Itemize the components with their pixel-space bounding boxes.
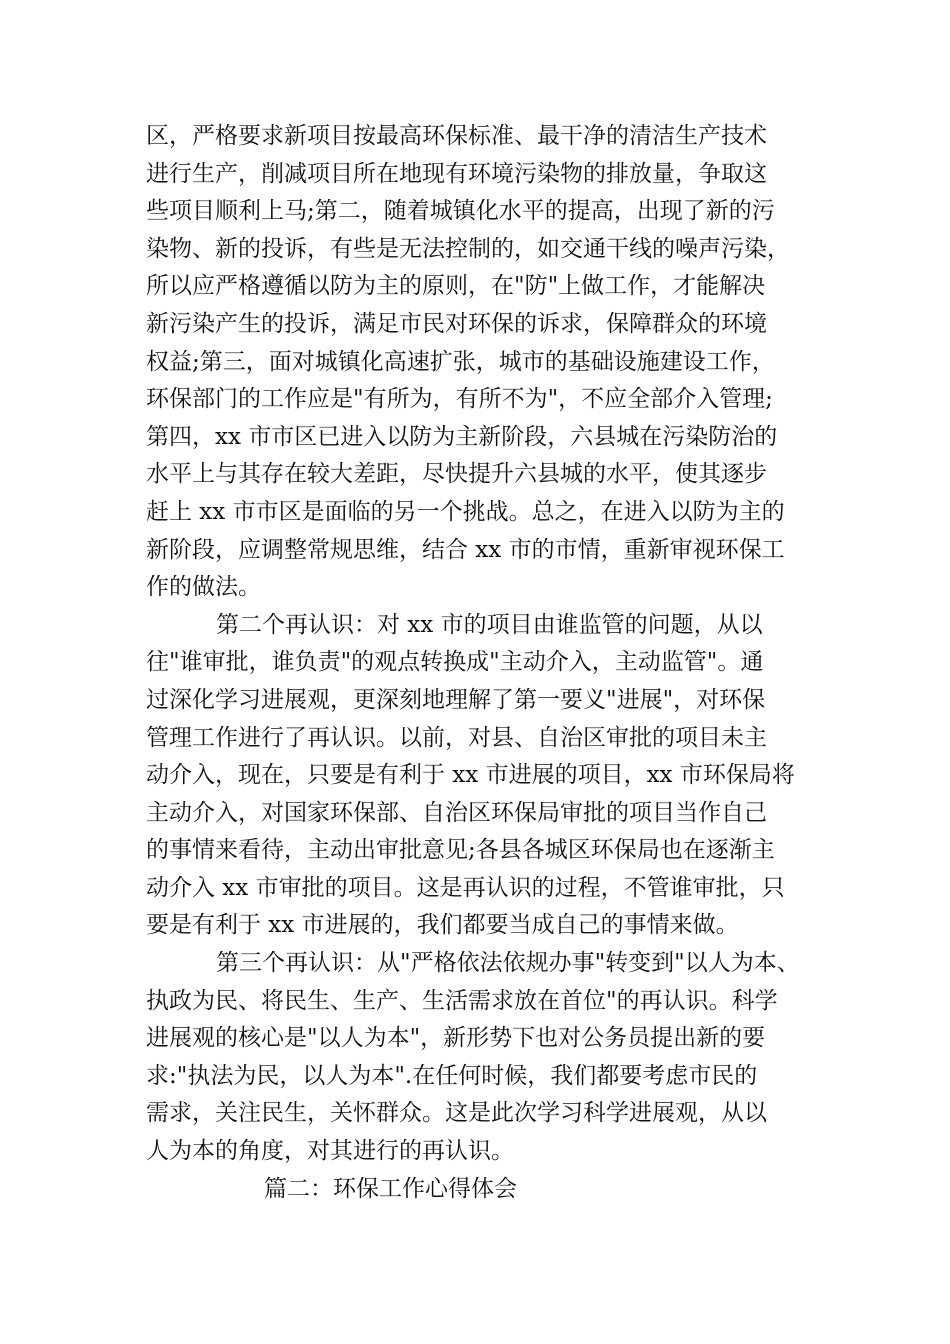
paragraph-start-line: 第三个再认识：从"严格依法依规办事"转变到"以人为本、 — [216, 950, 800, 977]
text-line: 动介入 xx 市审批的项目。这是再认识的过程，不管谁审批，只 — [146, 874, 785, 901]
text-line: 主动介入，对国家环保部、自治区环保局审批的项目当作自己 — [146, 799, 767, 826]
text-line: 进展观的核心是"以人为本"，新形势下也对公务员提出新的要 — [146, 1025, 766, 1052]
text-line: 进行生产，削减项目所在地现有环境污染物的排放量，争取这 — [146, 160, 767, 187]
text-line: 求:"执法为民，以人为本".在任何时候，我们都要考虑市民的 — [146, 1062, 758, 1089]
text-line: 赶上 xx 市市区是面临的另一个挑战。总之，在进入以防为主的 — [146, 498, 785, 525]
paragraph-start-line: 第二个再认识：对 xx 市的项目由谁监管的问题，从以 — [216, 611, 763, 638]
text-line: 区，严格要求新项目按最高环保标准、最干净的清洁生产技术 — [146, 123, 767, 149]
text-line: 些项目顺利上马;第二，随着城镇化水平的提高，出现了新的污 — [146, 198, 775, 225]
text-line: 执政为民、将民生、生产、生活需求放在首位"的再认识。科学 — [146, 987, 778, 1014]
text-line: 管理工作进行了再认识。以前，对县、自治区审批的项目未主 — [146, 724, 767, 751]
text-line: 的事情来看待，主动出审批意见;各县各城区环保局也在逐渐主 — [146, 837, 775, 864]
text-line: 环保部门的工作应是"有所为，有所不为"，不应全部介入管理; — [146, 386, 773, 413]
text-line: 所以应严格遵循以防为主的原则，在"防"上做工作，才能解决 — [146, 273, 766, 300]
text-line: 新污染产生的投诉，满足市民对环保的诉求，保障群众的环境 — [146, 310, 767, 337]
text-line: 水平上与其存在较大差距，尽快提升六县城的水平，使其逐步 — [146, 461, 767, 488]
text-line: 作的做法。 — [146, 574, 261, 601]
document-body — [146, 118, 826, 1208]
text-line: 染物、新的投诉，有些是无法控制的，如交通干线的噪声污染， — [146, 235, 790, 262]
text-line: 人为本的角度，对其进行的再认识。 — [146, 1138, 514, 1165]
text-line: 新阶段，应调整常规思维，结合 xx 市的市情，重新审视环保工 — [146, 536, 785, 563]
text-line: 动介入，现在，只要是有利于 xx 市进展的项目，xx 市环保局将 — [146, 762, 795, 789]
text-line: 过深化学习进展观，更深刻地理解了第一要义"进展"，对环保 — [146, 686, 766, 713]
text-line: 要是有利于 xx 市进展的，我们都要当成自己的事情来做。 — [146, 912, 739, 939]
section-heading: 篇二：环保工作心得体会 — [264, 1175, 517, 1202]
text-line: 需求，关注民生，关怀群众。这是此次学习科学进展观，从以 — [146, 1100, 767, 1127]
text-line: 往"谁审批，谁负责"的观点转换成"主动介入，主动监管"。通 — [146, 649, 764, 676]
text-line: 第四，xx 市市区已进入以防为主新阶段，六县城在污染防治的 — [146, 423, 778, 450]
text-line: 权益;第三，面对城镇化高速扩张，城市的基础设施建设工作， — [146, 348, 775, 375]
